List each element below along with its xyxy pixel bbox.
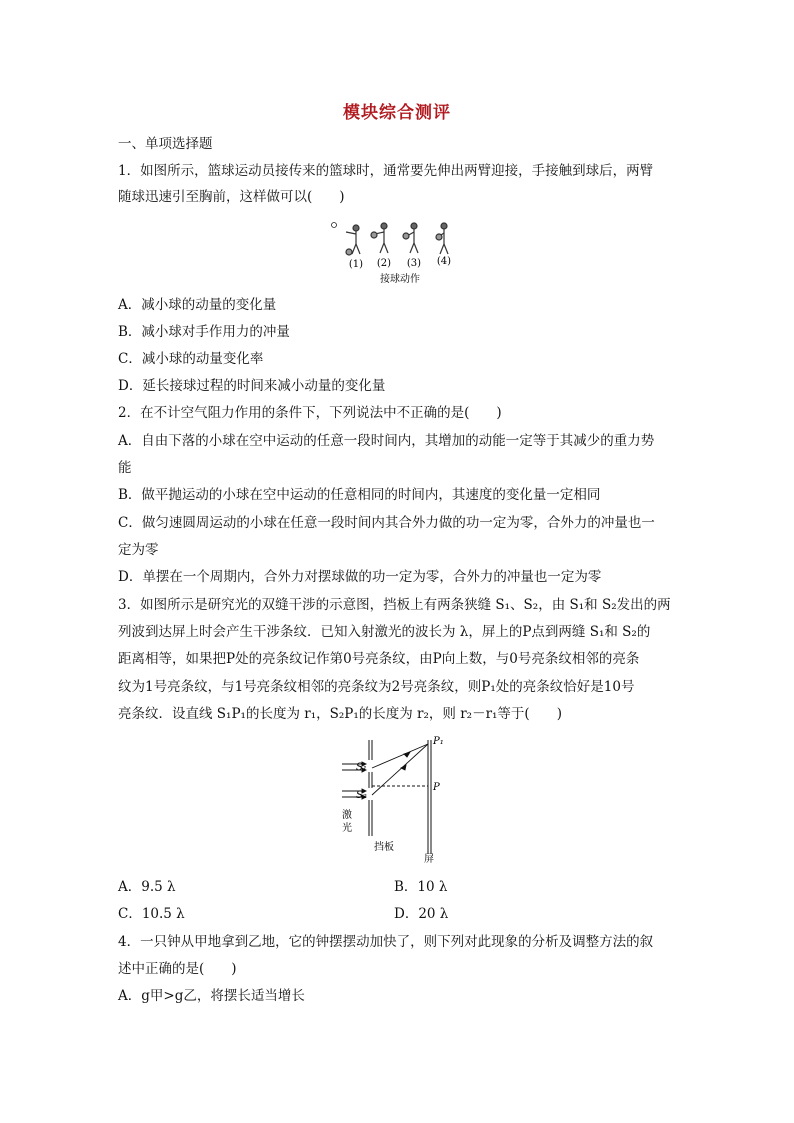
player-figure-3 xyxy=(403,223,418,253)
q3-stem-line2: 列波到达屏上时会产生干涉条纹．已知入射激光的波长为 λ，屏上的P点到两缝 S₁和 S₂的 xyxy=(118,624,651,640)
q1-option-d: D．延长接球过程的时间来减小动量的变化量 xyxy=(118,378,386,394)
label-p: P xyxy=(433,782,440,793)
q2-option-a-line1: A．自由下落的小球在空中运动的任意一段时间内，其增加的动能一定等于其减少的重力势 xyxy=(118,433,655,449)
q3-option-a: A．9.5 λ xyxy=(118,879,176,895)
label-s2: S₂ xyxy=(356,790,367,801)
q2-option-c-line1: C．做匀速圆周运动的小球在任意一段时间内其合外力做的功一定为零，合外力的冲量也一 xyxy=(118,515,655,531)
q3-stem-line5: 亮条纹．设直线 S₁P₁的长度为 r₁，S₂P₁的长度为 r₂，则 r₂－r₁等于( ) xyxy=(118,706,562,722)
label-p1: P₁ xyxy=(433,736,444,747)
q3-stem-line1: 3．如图所示是研究光的双缝干涉的示意图，挡板上有两条狭缝 S₁、S₂，由 S₁和 S₂发出的两 xyxy=(118,597,671,613)
q2-option-a-line2: 能 xyxy=(118,460,132,476)
q1-stem-line1: 1．如图所示，篮球运动员接传来的篮球时，通常要先伸出两臂迎接，手接触到球后，两臂 xyxy=(118,163,654,179)
q1-option-a: A．减小球的动量的变化量 xyxy=(118,297,277,313)
section-heading: 一、单项选择题 xyxy=(118,136,213,152)
q3-stem-line3: 距离相等，如果把P处的亮条纹记作第0号亮条纹，由P向上数，与0号亮条纹相邻的亮条 xyxy=(118,651,640,667)
figure-label-3: (3) xyxy=(406,258,422,269)
q4-option-a: A．g甲>g乙，将摆长适当增长 xyxy=(118,988,305,1004)
q1-option-b: B．减小球对手作用力的冲量 xyxy=(118,324,290,340)
q3-option-c: C．10.5 λ xyxy=(118,906,185,922)
q2-option-c-line2: 定为零 xyxy=(118,542,159,558)
figure-label-1: (1) xyxy=(348,259,364,270)
screen xyxy=(428,740,431,854)
q3-option-d: D．20 λ xyxy=(394,906,449,922)
player-figure-1 xyxy=(346,225,360,255)
q2-stem: 2．在不计空气阻力作用的条件下，下列说法中不正确的是( ) xyxy=(118,405,502,421)
q4-stem-line2: 述中正确的是( ) xyxy=(118,961,237,977)
q1-stem-line2: 随球迅速引至胸前，这样做可以( ) xyxy=(118,189,345,205)
basketball-icon xyxy=(332,223,337,228)
figure-label-4: (4) xyxy=(436,256,452,267)
baffle xyxy=(369,740,372,836)
player-figure-2 xyxy=(371,223,388,253)
q1-figure-basketball-catch xyxy=(326,218,476,284)
rays xyxy=(372,744,428,795)
player-figure-4 xyxy=(436,223,448,254)
label-laser-1: 激 xyxy=(342,810,352,821)
label-s1: S₁ xyxy=(356,762,367,773)
label-screen: 屏 xyxy=(424,854,434,864)
page-title: 模块综合测评 xyxy=(343,103,451,123)
q2-option-d: D．单摆在一个周期内，合外力对摆球做的功一定为零，合外力的冲量也一定为零 xyxy=(118,569,602,585)
figure-label-2: (2) xyxy=(376,258,392,269)
q2-option-b: B．做平抛运动的小球在空中运动的任意相同的时间内，其速度的变化量一定相同 xyxy=(118,487,601,503)
q3-stem-line4: 纹为1号亮条纹，与1号亮条纹相邻的亮条纹为2号亮条纹，则P₁处的亮条纹恰好是10号 xyxy=(118,679,635,695)
label-laser-2: 光 xyxy=(342,823,352,834)
label-baffle: 挡板 xyxy=(374,842,394,853)
figure-caption: 接球动作 xyxy=(380,274,420,284)
q1-option-c: C．减小球的动量变化率 xyxy=(118,351,264,367)
q4-stem-line1: 4．一只钟从甲地拿到乙地，它的钟摆摆动加快了，则下列对此现象的分析及调整方法的叙 xyxy=(118,934,654,950)
q3-figure-double-slit xyxy=(338,732,458,864)
q3-option-b: B．10 λ xyxy=(394,879,448,895)
